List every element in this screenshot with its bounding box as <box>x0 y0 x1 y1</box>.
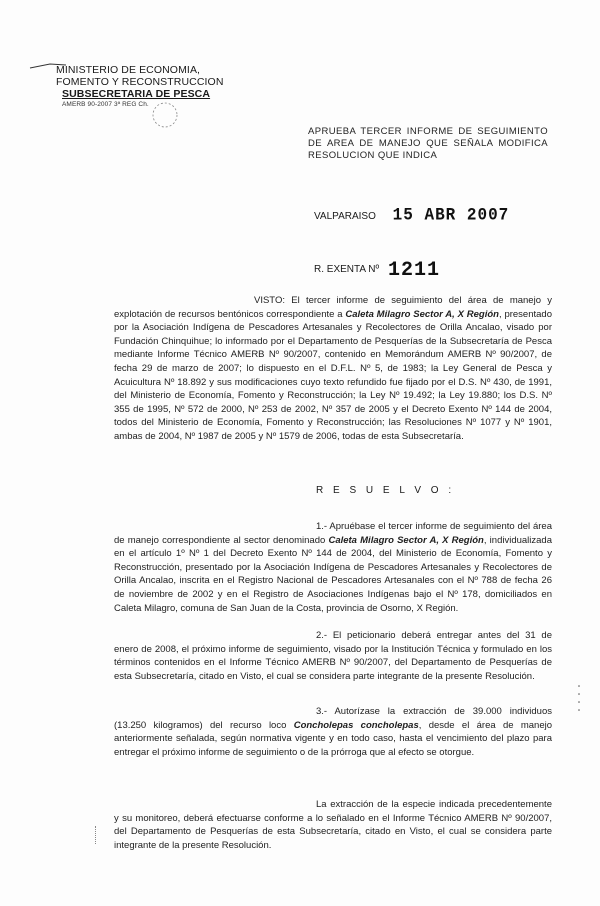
p3-species-name: Concholepas concholepas <box>293 719 419 731</box>
subsecretaria-title: SUBSECRETARIA DE PESCA <box>62 88 211 100</box>
p3-text-2: , desde el área de manejo anteriormente señalada, según normativa vigente y en todo caso, hasta el vencimiento del plazo para entregar el próximo informe de seguimiento o de la prórroga que al efecto se otorgue. <box>114 719 552 758</box>
margin-marks <box>577 684 581 714</box>
ministry-line-2: FOMENTO Y RECONSTRUCCION <box>56 76 224 88</box>
resolution-point-1 <box>114 520 552 615</box>
seal-stamp <box>150 100 180 130</box>
p1-text-2: , individualizada en el artículo 1º Nº 1 del Decreto Exento Nº 144 de 2004, del Ministerio de Economía, Fomento y Reconstrucción, presentado por la Asociación Indígena de Pescadores Artesanales y Recolectores de Orilla Ancalao, inscrita en el Registro Nacional de Pescadores Artesanales con el Nº 788 de fecha 26 de noviembre de 2002 y en el Registro de Asociaciones Indígenas bajo el Nº 178, domiciliados en Caleta Milagro, comuna de San Juan de la Costa, provincia de Osorno, X Región. <box>114 534 552 614</box>
p2-text: 2.- El peticionario deberá entregar antes del 31 de enero de 2008, el próximo informe de seguimiento, visado por la Institución Técnica y formulado en los términos contenidos en el Informe Técnico AMERB Nº 90/2007, del Departamento de Pesquerías de esta Subsecretaría, citado en Visto, el cual se considera parte integrante de la presente Resolución. <box>114 630 552 682</box>
resolution-point-3 <box>114 705 552 759</box>
exenta-number-line <box>314 256 440 282</box>
place-label: VALPARAISO <box>314 211 376 222</box>
visto-sector-name: Caleta Milagro Sector A, X Región <box>345 308 499 320</box>
reference-code: AMERB 90-2007 3ª REG Ch. <box>62 101 149 108</box>
p1-text-1: 1.- Apruébase el tercer informe de seguimiento del área de manejo correspondiente al sector denominado <box>114 521 552 546</box>
p4-text: La extracción de la especie indicada precedentemente y su monitoreo, deberá efectuarse conforme a lo señalado en el Informe Técnico AMERB Nº 90/2007, del Departamento de Pesquerías de esta Subsecretaría, citado en Visto, el cual se considera parte integrante de la presente Resolución. <box>114 799 552 851</box>
margin-line <box>95 826 98 844</box>
visto-text-1: El tercer informe de seguimiento del área de manejo y explotación de recursos bentónicos correspondiente a <box>114 295 552 320</box>
date-stamp: 15 ABR 2007 <box>392 205 510 225</box>
p1-sector-name: Caleta Milagro Sector A, X Región <box>328 534 484 546</box>
visto-paragraph <box>114 294 552 444</box>
ministry-line-1: MINISTERIO DE ECONOMIA, <box>56 64 201 76</box>
letterhead <box>56 64 231 109</box>
place-date <box>314 206 509 224</box>
exenta-label: R. EXENTA Nº <box>314 264 380 275</box>
exenta-number: 1211 <box>387 259 440 282</box>
resolution-point-3-continuation <box>114 798 552 852</box>
resuelvo-heading: R E S U E L V O : <box>316 485 455 496</box>
visto-text-2: , presentado por la Asociación Indígena de Pescadores Artesanales y Recolectores de Orilla Ancalao, visado por Fundación Chinquihue; lo informado por el Departamento de Pesquerías de la Subsecretaría de Pesca mediante Informe Técnico AMERB Nº 90/2007, contenido en Memorándum AMERB Nº 90/2007, de fecha 29 de marzo de 2007; lo dispuesto en el D.F.L. Nº 5, de 1983; la Ley General de Pesca y Acuicultura Nº 18.892 y sus modificaciones cuyo texto refundido fue fijado por el D.S. Nº 430, de 1991, del Ministerio de Economía, Fomento y Reconstrucción; la Ley Nº 19.492; la Ley 19.880; los D.S. Nº 355 de 1995, Nº 572 de 2000, Nº 253 de 2002, Nº 357 de 2005 y el Decreto Exento Nº 144 de 2004, todos del Ministerio de Economía, Fomento y Reconstrucción; las Resoluciones Nº 1077 y Nº 1901, ambas de 2004, Nº 1987 de 2005 y Nº 1579 de 2006, todas de esta Subsecretaría. <box>114 308 552 442</box>
visto-label: VISTO: <box>254 295 285 306</box>
subject-block: APRUEBA TERCER INFORME DE SEGUIMIENTO DE AREA DE MANEJO QUE SEÑALA MODIFICA RESOLUCION QUE INDICA <box>308 126 548 161</box>
resolution-point-2 <box>114 629 552 683</box>
p3-text-1: 3.- Autorízase la extracción de 39.000 individuos (13.250 kilogramos) del recurso loco <box>114 706 552 731</box>
